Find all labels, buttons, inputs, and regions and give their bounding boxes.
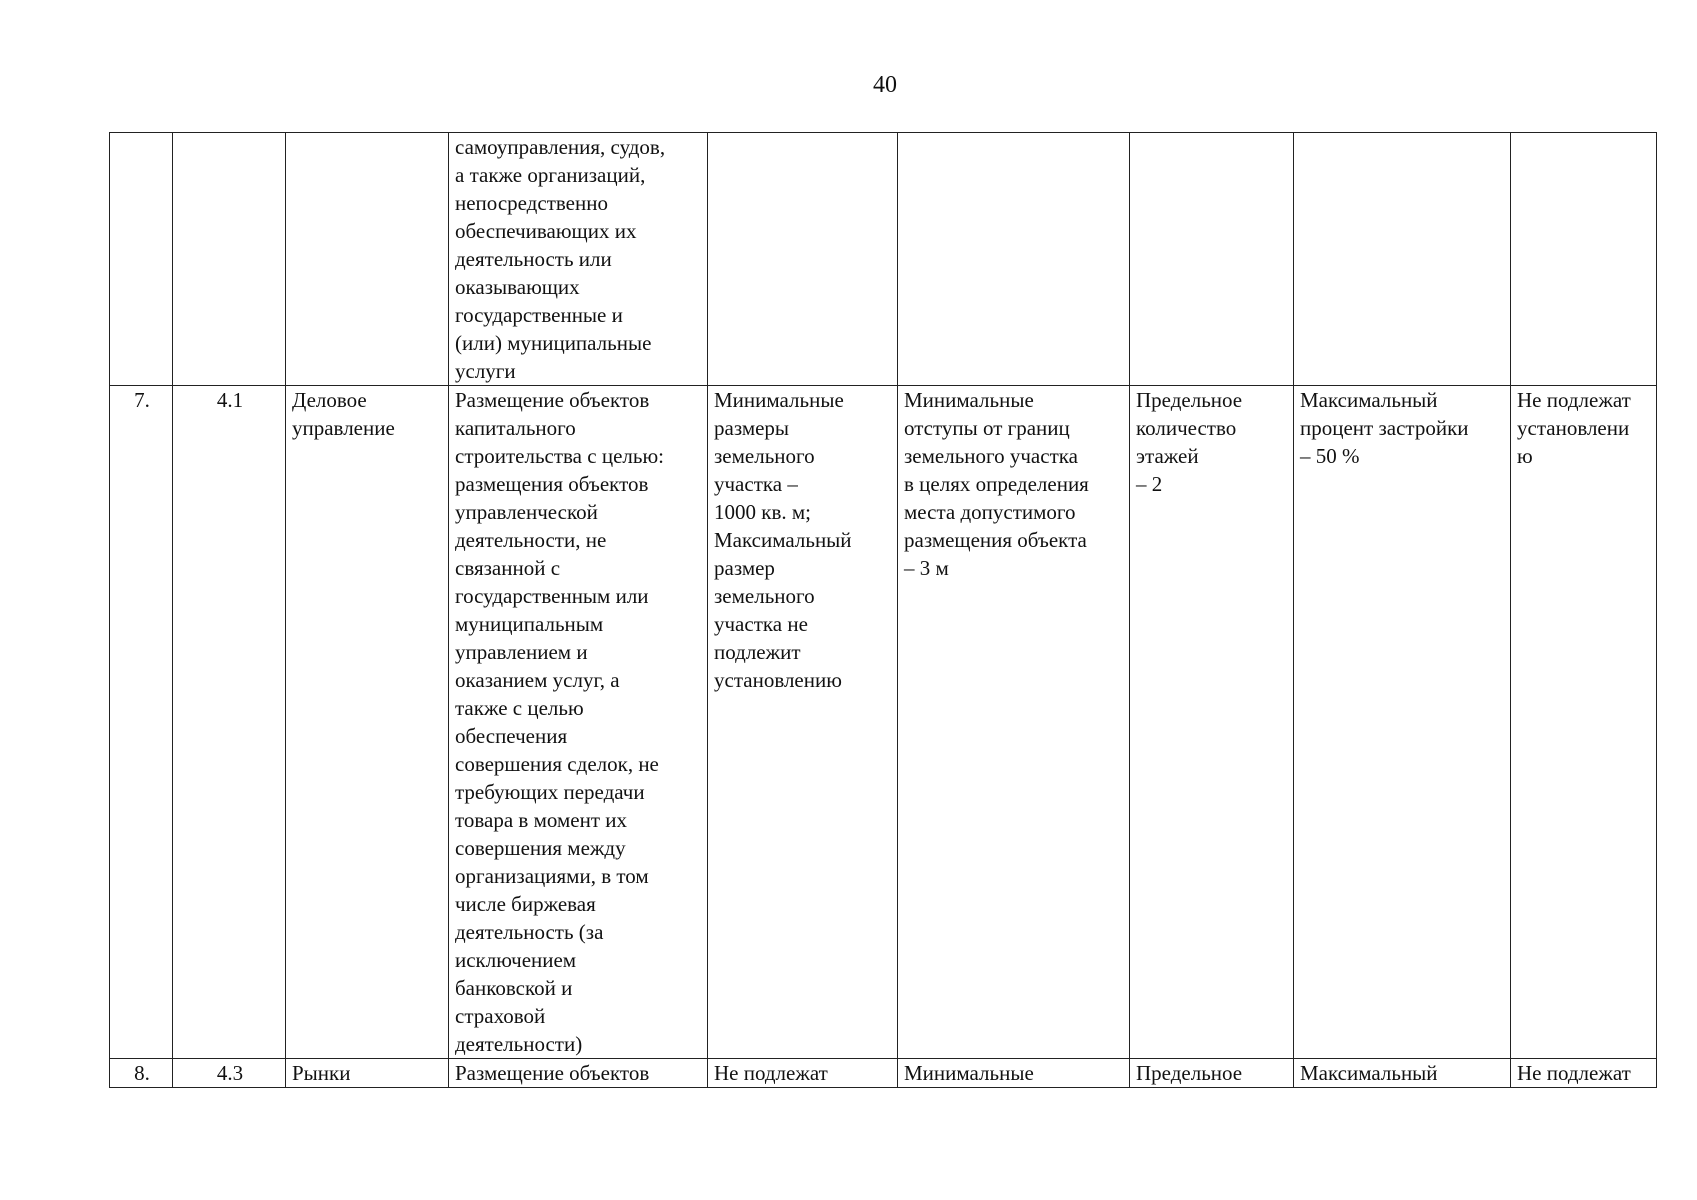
cell-number: 7. (110, 386, 173, 1059)
cell-code: 4.1 (173, 386, 286, 1059)
table-row (110, 1059, 1657, 1088)
cell-floors: Предельное количество этажей – 2 (1130, 386, 1294, 1059)
cell-floors (1130, 133, 1294, 386)
cell-setbacks: Минимальные (898, 1059, 1130, 1088)
cell-coverage: Максимальный (1294, 1059, 1511, 1088)
cell-number (110, 133, 173, 386)
cell-plot-size: Не подлежат (708, 1059, 898, 1088)
cell-other: Не подлежат (1511, 1059, 1657, 1088)
cell-setbacks: Минимальные отступы от границ земельного участка в целях определения места допустимого размещения объекта – 3 м (898, 386, 1130, 1059)
table-row (110, 386, 1657, 1059)
cell-floors: Предельное (1130, 1059, 1294, 1088)
cell-description: Размещение объектов капитального строительства с целью: размещения объектов управленческой деятельности, не связанной с государственным или муниципальным управлением и оказанием услуг, а также с целью обеспечения совершения сделок, не требующих передачи товара в момент их совершения между организациями, в том числе биржевая деятельность (за исключением банковской и страховой деятельности) (449, 386, 708, 1059)
cell-plot-size (708, 133, 898, 386)
cell-use-name: Рынки (286, 1059, 449, 1088)
cell-code: 4.3 (173, 1059, 286, 1088)
cell-description: Размещение объектов (449, 1059, 708, 1088)
page-number: 40 (873, 72, 897, 98)
cell-setbacks (898, 133, 1130, 386)
cell-plot-size: Минимальные размеры земельного участка – 1000 кв. м; Максимальный размер земельного участка не подлежит установлению (708, 386, 898, 1059)
cell-coverage (1294, 133, 1511, 386)
cell-use-name: Деловое управление (286, 386, 449, 1059)
table-row (110, 133, 1657, 386)
cell-other (1511, 133, 1657, 386)
regulations-table (109, 132, 1657, 1088)
cell-coverage: Максимальный процент застройки – 50 % (1294, 386, 1511, 1059)
cell-use-name (286, 133, 449, 386)
cell-number: 8. (110, 1059, 173, 1088)
cell-description: самоуправления, судов, а также организаций, непосредственно обеспечивающих их деятельность или оказывающих государственные и (или) муниципальные услуги (449, 133, 708, 386)
cell-other: Не подлежат установлени ю (1511, 386, 1657, 1059)
cell-code (173, 133, 286, 386)
